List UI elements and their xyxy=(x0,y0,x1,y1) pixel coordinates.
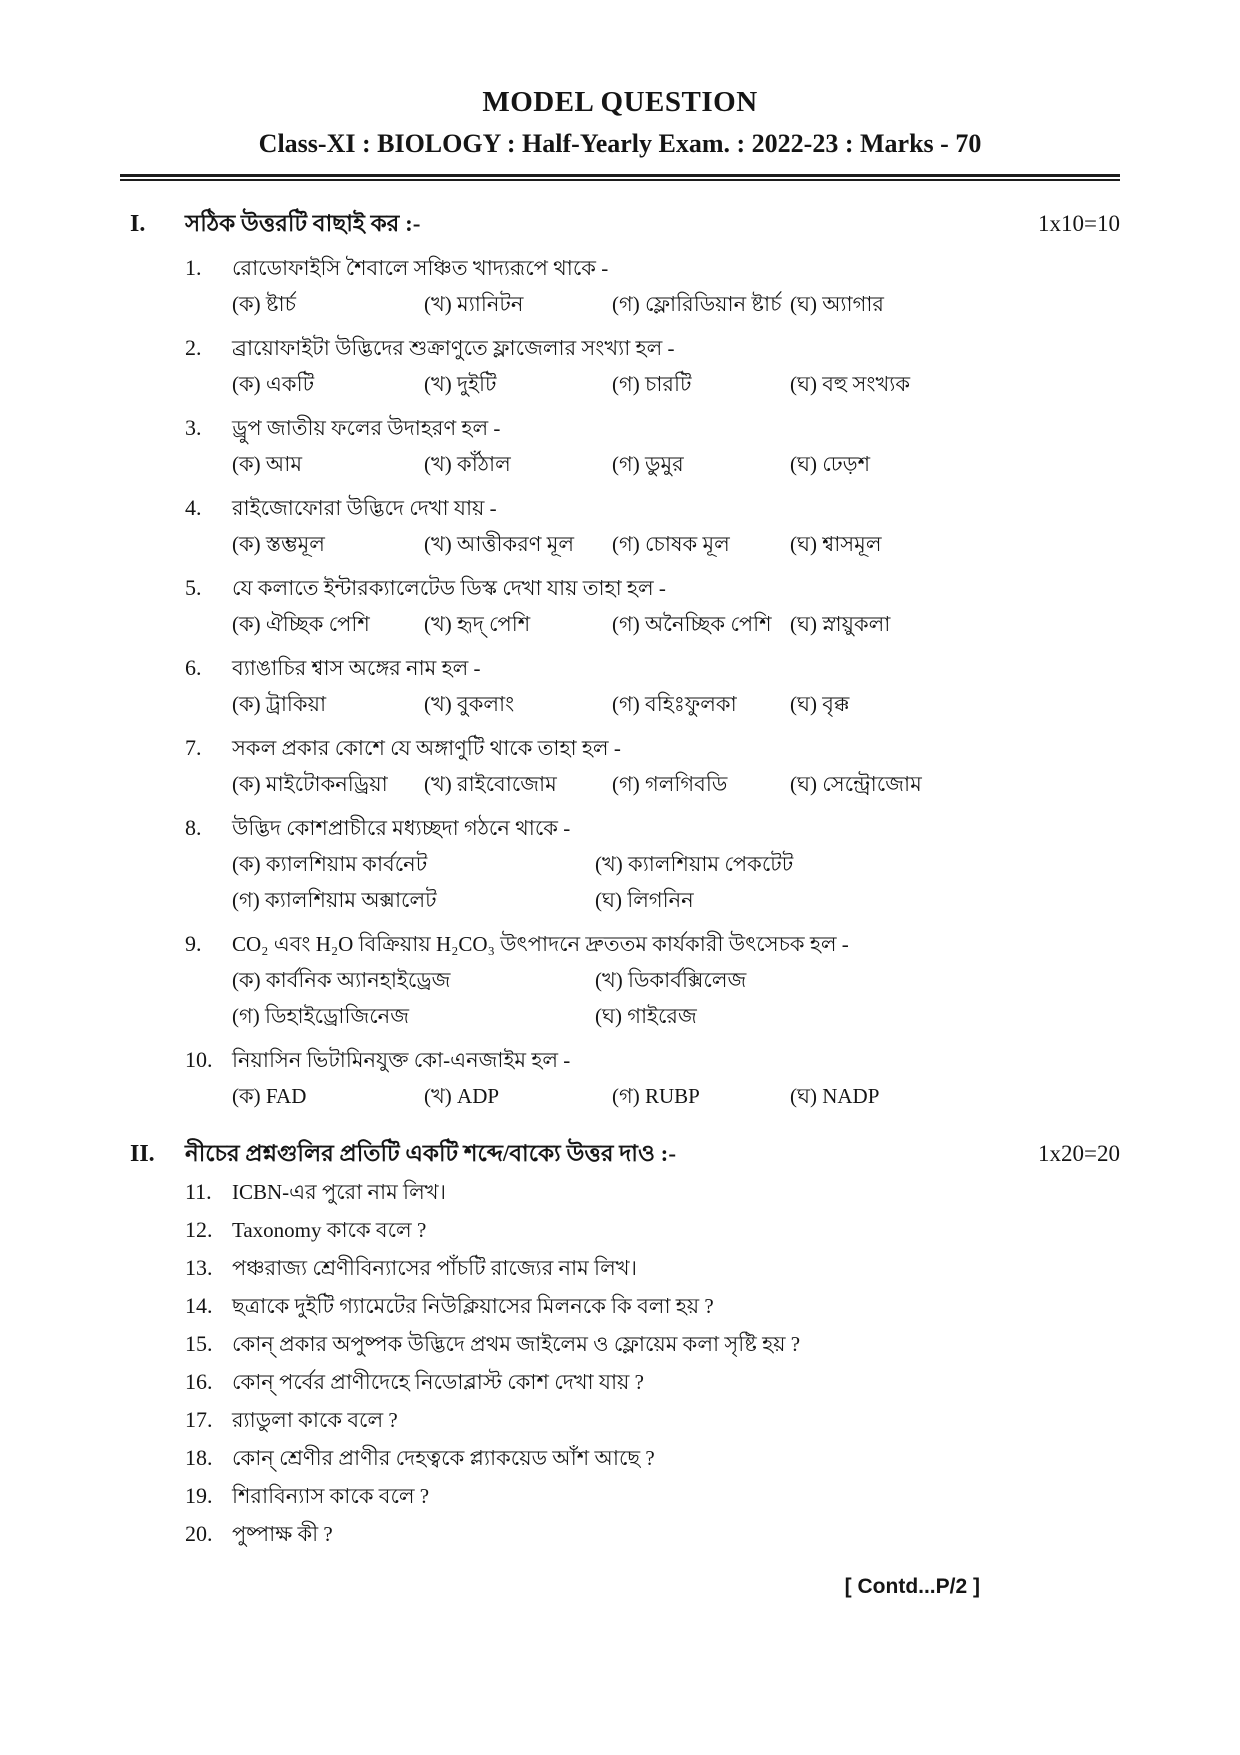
option-gha: (ঘ) NADP xyxy=(790,1084,880,1108)
paper-footer xyxy=(130,1575,1120,1599)
question-stem: রাইজোফোরা উদ্ভিদে দেখা যায় - xyxy=(232,496,497,520)
question-stem: ব্যাঙাচির শ্বাস অঙ্গের নাম হল - xyxy=(232,656,481,680)
option-ga: (গ) গলগিবডি xyxy=(612,772,728,796)
option-ga: (গ) ডিহাইড্রোজিনেজ xyxy=(232,1004,409,1028)
question-body xyxy=(232,1045,1120,1111)
section-marks: 1x20=20 xyxy=(1038,1141,1120,1166)
question-8 xyxy=(185,813,1120,915)
option-ka: (ক) FAD xyxy=(232,1084,307,1108)
question-stem: উদ্ভিদ কোশপ্রাচীরে মধ্যচ্ছদা গঠনে থাকে - xyxy=(232,816,571,840)
question-19 xyxy=(185,1481,1120,1511)
paper-header xyxy=(0,0,1240,181)
question-body xyxy=(232,253,1120,319)
question-body xyxy=(232,333,1120,399)
option-ka: (ক) স্তম্ভমূল xyxy=(232,532,325,556)
question-number: 7. xyxy=(185,735,202,760)
options-row xyxy=(232,529,1120,559)
question-stem: ICBN-এর পুরো নাম লিখ। xyxy=(232,1180,447,1204)
question-number: 12. xyxy=(185,1217,213,1242)
option-gha: (ঘ) স্নায়ুকলা xyxy=(790,612,891,636)
section-heading: সঠিক উত্তরটি বাছাই কর :- xyxy=(185,211,421,236)
question-stem: CO₂ এবং H₂O বিক্রিয়ায় H₂CO₃ উৎপাদনে দ্রুততম কার্যকারী উৎসেচক হল - xyxy=(232,932,849,956)
section-short-answer xyxy=(130,1139,1120,1549)
option-ga: (গ) RUBP xyxy=(612,1084,700,1108)
options-row xyxy=(232,1081,1120,1111)
question-number: 13. xyxy=(185,1255,213,1280)
question-17 xyxy=(185,1405,1120,1435)
question-body xyxy=(232,733,1120,799)
question-body xyxy=(232,413,1120,479)
option-gha: (ঘ) বহু সংখ্যক xyxy=(790,372,911,396)
header-divider xyxy=(120,174,1120,181)
options-row xyxy=(232,369,1120,399)
option-ka: (ক) কার্বনিক অ্যানহাইড্রেজ xyxy=(232,968,451,992)
option-ka: (ক) আম xyxy=(232,452,303,476)
question-number: 4. xyxy=(185,495,202,520)
question-4 xyxy=(185,493,1120,559)
option-ka: (ক) ক্যালশিয়াম কার্বনেট xyxy=(232,852,428,876)
page-title: MODEL QUESTION xyxy=(482,86,758,118)
question-stem: সকল প্রকার কোশে যে অঙ্গাণুটি থাকে তাহা হল - xyxy=(232,736,621,760)
question-stem: ছত্রাকে দুইটি গ্যামেটের নিউক্লিয়াসের মিলনকে কি বলা হয় ? xyxy=(232,1294,714,1318)
question-stem: কোন্ প্রকার অপুষ্পক উদ্ভিদে প্রথম জাইলেম ও ফ্লোয়েম কলা সৃষ্টি হয় ? xyxy=(232,1332,801,1356)
section-label: II. xyxy=(130,1141,155,1167)
question-16 xyxy=(185,1367,1120,1397)
question-stem: কোন্ শ্রেণীর প্রাণীর দেহত্বকে প্ল্যাকয়েড আঁশ আছে ? xyxy=(232,1446,655,1470)
option-kha: (খ) ক্যালশিয়াম পেকটেট xyxy=(595,852,794,876)
options-row xyxy=(232,289,1120,319)
question-15 xyxy=(185,1329,1120,1359)
option-ga: (গ) ক্যালশিয়াম অক্সালেট xyxy=(232,888,437,912)
option-gha: (ঘ) লিগনিন xyxy=(595,888,694,912)
option-gha: (ঘ) গাইরেজ xyxy=(595,1004,697,1028)
question-stem: কোন্ পর্বের প্রাণীদেহে নিডোব্লাস্ট কোশ দেখা যায় ? xyxy=(232,1370,645,1394)
options-grid xyxy=(232,849,1120,915)
question-3 xyxy=(185,413,1120,479)
question-2 xyxy=(185,333,1120,399)
question-9 xyxy=(185,929,1120,1031)
option-ka: (ক) ষ্টার্চ xyxy=(232,292,296,316)
question-stem: র‍্যাডুলা কাকে বলে ? xyxy=(232,1408,398,1432)
question-number: 5. xyxy=(185,575,202,600)
question-stem: ব্রায়োফাইটা উদ্ভিদের শুক্রাণুতে ফ্লাজেলার সংখ্যা হল - xyxy=(232,336,675,360)
question-6 xyxy=(185,653,1120,719)
option-ka: (ক) একটি xyxy=(232,372,315,396)
section-mcq xyxy=(130,209,1120,1111)
question-number: 9. xyxy=(185,931,202,956)
option-ka: (ক) ঐচ্ছিক পেশি xyxy=(232,612,370,636)
options-grid xyxy=(232,965,1120,1031)
option-kha: (খ) আত্তীকরণ মূল xyxy=(424,532,575,556)
question-number: 15. xyxy=(185,1331,213,1356)
option-ga: (গ) ডুমুর xyxy=(612,452,684,476)
option-kha: (খ) দুইটি xyxy=(424,372,497,396)
question-number: 1. xyxy=(185,255,202,280)
question-18 xyxy=(185,1443,1120,1473)
question-number: 17. xyxy=(185,1407,213,1432)
question-number: 20. xyxy=(185,1521,213,1546)
question-number: 11. xyxy=(185,1179,212,1204)
question-stem: Taxonomy কাকে বলে ? xyxy=(232,1218,427,1242)
question-13 xyxy=(185,1253,1120,1283)
option-gha: (ঘ) সেন্ট্রোজোম xyxy=(790,772,922,796)
question-body xyxy=(232,653,1120,719)
question-14 xyxy=(185,1291,1120,1321)
options-row xyxy=(232,449,1120,479)
question-body xyxy=(232,929,1120,1031)
question-number: 2. xyxy=(185,335,202,360)
options-row xyxy=(232,769,1120,799)
question-stem: ড্রুপ জাতীয় ফলের উদাহরণ হল - xyxy=(232,416,501,440)
option-ka: (ক) মাইটোকনড্রিয়া xyxy=(232,772,388,796)
contd-note: [ Contd...P/2 ] xyxy=(844,1575,980,1598)
section-marks: 1x10=10 xyxy=(1038,211,1120,236)
option-ga: (গ) অনৈচ্ছিক পেশি xyxy=(612,612,772,636)
question-stem: যে কলাতে ইন্টারক্যালেটেড ডিস্ক দেখা যায় তাহা হল - xyxy=(232,576,666,600)
option-ga: (গ) ফ্লোরিডিয়ান ষ্টার্চ xyxy=(612,292,782,316)
section-heading: নীচের প্রশ্নগুলির প্রতিটি একটি শব্দে/বাক্যে উত্তর দাও :- xyxy=(185,1141,676,1166)
question-stem: নিয়াসিন ভিটামিনযুক্ত কো-এনজাইম হল - xyxy=(232,1048,571,1072)
section-label: I. xyxy=(130,211,146,237)
question-number: 19. xyxy=(185,1483,213,1508)
option-ka: (ক) ট্রাকিয়া xyxy=(232,692,327,716)
section-heading-row xyxy=(130,1139,1120,1169)
question-body xyxy=(232,493,1120,559)
question-stem: পুষ্পাক্ষ কী ? xyxy=(232,1522,333,1546)
option-kha: (খ) হৃদ্ পেশি xyxy=(424,612,531,636)
question-11 xyxy=(185,1177,1120,1207)
option-kha: (খ) রাইবোজোম xyxy=(424,772,557,796)
option-kha: (খ) কাঁঠাল xyxy=(424,452,511,476)
question-body xyxy=(232,573,1120,639)
question-stem: শিরাবিন্যাস কাকে বলে ? xyxy=(232,1484,430,1508)
question-number: 14. xyxy=(185,1293,213,1318)
paper-body xyxy=(130,209,1120,1599)
question-stem: রোডোফাইসি শৈবালে সঞ্চিত খাদ্যরূপে থাকে - xyxy=(232,256,609,280)
section-heading-row xyxy=(130,209,1120,239)
option-ga: (গ) চারটি xyxy=(612,372,692,396)
options-row xyxy=(232,689,1120,719)
question-12 xyxy=(185,1215,1120,1245)
options-row xyxy=(232,609,1120,639)
option-kha: (খ) ম্যানিটন xyxy=(424,292,524,316)
question-10 xyxy=(185,1045,1120,1111)
question-number: 16. xyxy=(185,1369,213,1394)
question-number: 18. xyxy=(185,1445,213,1470)
option-ga: (গ) চোষক মূল xyxy=(612,532,730,556)
question-number: 3. xyxy=(185,415,202,440)
option-kha: (খ) বুকলাং xyxy=(424,692,515,716)
option-gha: (ঘ) ঢেড়শ xyxy=(790,452,871,476)
question-7 xyxy=(185,733,1120,799)
option-gha: (ঘ) শ্বাসমূল xyxy=(790,532,882,556)
question-stem: পঞ্চরাজ্য শ্রেণীবিন্যাসের পাঁচটি রাজ্যের নাম লিখ। xyxy=(232,1256,638,1280)
option-gha: (ঘ) অ্যাগার xyxy=(790,292,884,316)
question-20 xyxy=(185,1519,1120,1549)
question-5 xyxy=(185,573,1120,639)
option-gha: (ঘ) বৃক্ক xyxy=(790,692,850,716)
question-number: 6. xyxy=(185,655,202,680)
question-number: 8. xyxy=(185,815,202,840)
question-body xyxy=(232,813,1120,915)
page-subtitle: Class-XI : BIOLOGY : Half-Yearly Exam. : 2022-23 : Marks - 70 xyxy=(258,129,982,158)
question-number: 10. xyxy=(185,1047,213,1072)
option-kha: (খ) ডিকার্বক্সিলেজ xyxy=(595,968,747,992)
option-kha: (খ) ADP xyxy=(424,1084,500,1108)
option-ga: (গ) বহিঃফুলকা xyxy=(612,692,737,716)
question-1 xyxy=(185,253,1120,319)
